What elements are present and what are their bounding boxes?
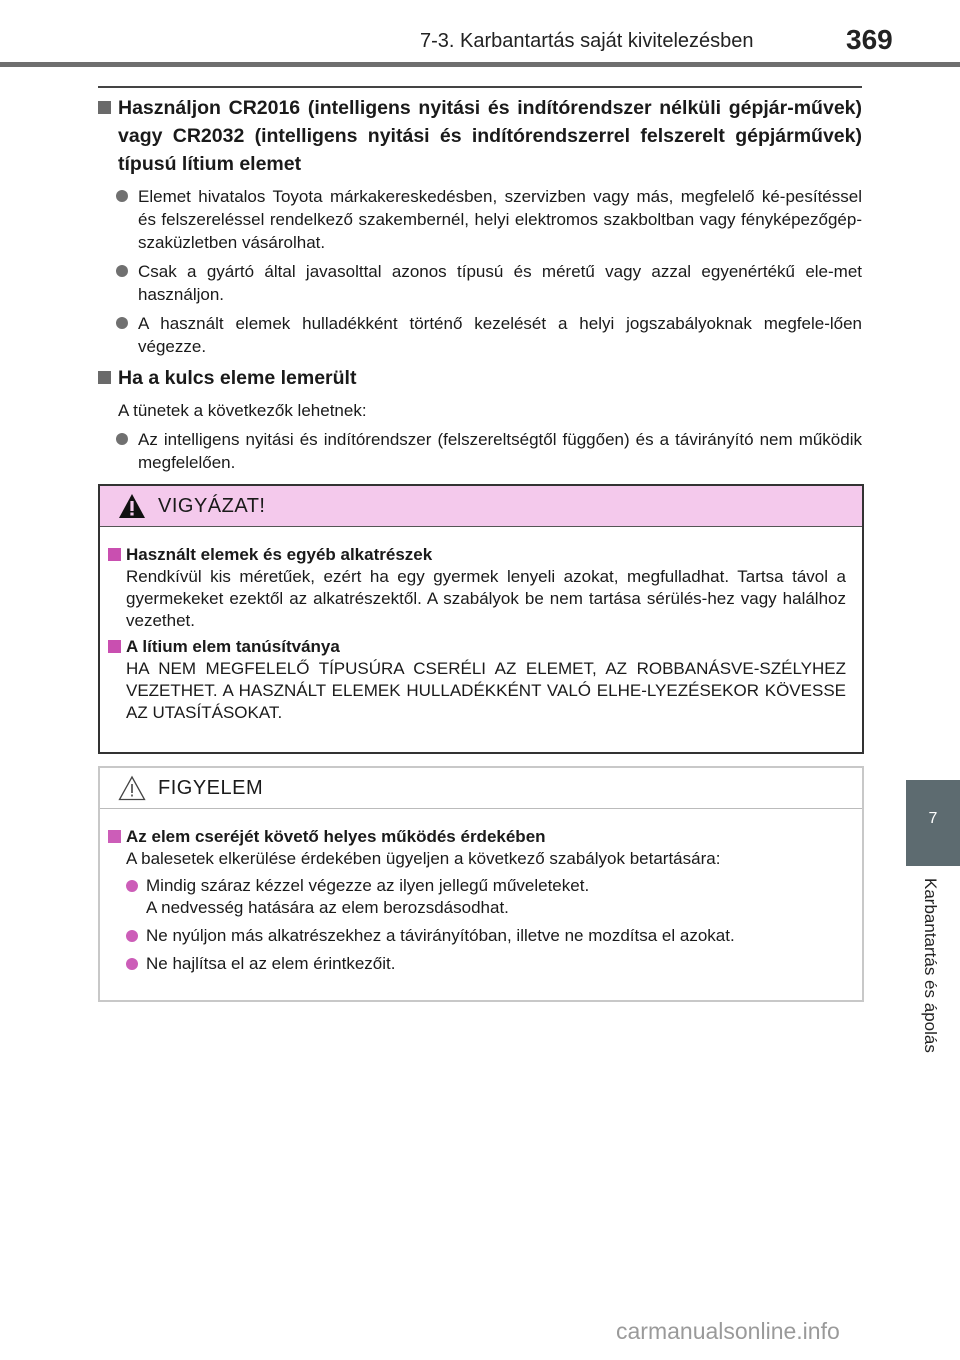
circle-bullet-icon: [116, 190, 128, 202]
square-bullet-icon: [98, 371, 111, 384]
list-item: Elemet hivatalos Toyota márkakereskedésben, szervizben vagy más, megfelelő ké-pesítéssel és felszereléssel rendelkező szakembernél, helyi elektromos szakboltban vagy fényképezőgép-szaküzletben vásárolhat.: [98, 185, 862, 254]
chapter-tab-number: 7: [928, 810, 938, 827]
running-header-title: 7-3. Karbantartás saját kivitelezésben: [420, 30, 754, 52]
warning-item-text: HA NEM MEGFELELŐ TÍPUSÚRA CSERÉLI AZ ELEMET, AZ ROBBANÁSVE-SZÉLYHEZ VEZETHET. A HASZNÁLT ELEMEK HULLADÉKKÉNT VALÓ ELHE-LYEZÉSEKOR KÖVESSE AZ UTASÍTÁSOKAT.: [126, 659, 846, 722]
warning-box: [98, 484, 864, 754]
circle-bullet-icon: [116, 265, 128, 277]
chapter-tab[interactable]: [906, 780, 960, 866]
warning-item-title: Használt elemek és egyéb alkatrészek: [108, 544, 846, 566]
square-bullet-icon: [108, 640, 121, 653]
circle-bullet-icon: [126, 880, 138, 892]
square-bullet-icon: [98, 101, 111, 114]
section-heading-battery-type: Használjon CR2016 (intelligens nyitási és indítórendszer nélküli gépjár-művek) vagy CR2032 (intelligens nyitási és indítórendszerrel felszerelt gépjárművek) típusú lítium elemet: [98, 94, 862, 178]
circle-bullet-icon: [116, 317, 128, 329]
circle-bullet-icon: [126, 930, 138, 942]
chapter-tab-label: Karbantartás és ápolás: [921, 878, 940, 1053]
section-intro: A tünetek a következők lehetnek:: [118, 401, 367, 420]
header-rule: [0, 62, 960, 67]
square-bullet-icon: [108, 830, 121, 843]
list-item: Mindig száraz kézzel végezze az ilyen jellegű műveleteket. A nedvesség hatására az elem berozsdásodhat.: [108, 875, 846, 919]
notice-box-body: [100, 809, 862, 991]
circle-bullet-icon: [126, 958, 138, 970]
warning-item-title: A lítium elem tanúsítványa: [108, 636, 846, 658]
square-bullet-icon: [108, 548, 121, 561]
list-item: Az intelligens nyitási és indítórendszer (felszereltségtől függően) és a távirányító nem működik megfelelően.: [98, 428, 862, 474]
notice-box-header: [100, 768, 862, 809]
page-number: 369: [846, 24, 893, 55]
list-item: A használt elemek hulladékként történő kezelését a helyi jogszabályoknak megfele-lően végezze.: [98, 312, 862, 358]
main-content: [98, 94, 862, 509]
section-heading-battery-depleted: Ha a kulcs eleme lemerült: [98, 364, 862, 392]
notice-title: Az elem cseréjét követő helyes működés érdekében: [108, 826, 846, 848]
warning-box-body: [100, 527, 862, 738]
warning-item-text: Rendkívül kis méretűek, ezért ha egy gyermek lenyeli azokat, megfulladhat. Tartsa távol a gyermekeket ezektől az alkatrészektől. A szabályok be nem tartása sérülés-hez vagy halálhoz vezethet.: [126, 567, 846, 630]
notice-box: [98, 766, 864, 1002]
circle-bullet-icon: [116, 433, 128, 445]
watermark: carmanualsonline.info: [616, 1318, 840, 1344]
notice-intro: A balesetek elkerülése érdekében ügyeljen a következő szabályok betartására:: [126, 849, 721, 868]
list-item: Ne hajlítsa el az elem érintkezőit.: [108, 953, 846, 975]
warning-triangle-icon: [118, 493, 146, 519]
warning-box-header: [100, 486, 862, 527]
warning-label: VIGYÁZAT!: [158, 495, 266, 517]
notice-label: FIGYELEM: [158, 777, 264, 799]
content-top-rule: [98, 86, 862, 88]
list-item: Csak a gyártó által javasolttal azonos típusú és méretű vagy azzal egyenértékű ele-met használjon.: [98, 260, 862, 306]
caution-triangle-outline-icon: [118, 775, 146, 801]
list-item: Ne nyúljon más alkatrészekhez a távirányítóban, illetve ne mozdítsa el azokat.: [108, 925, 846, 947]
